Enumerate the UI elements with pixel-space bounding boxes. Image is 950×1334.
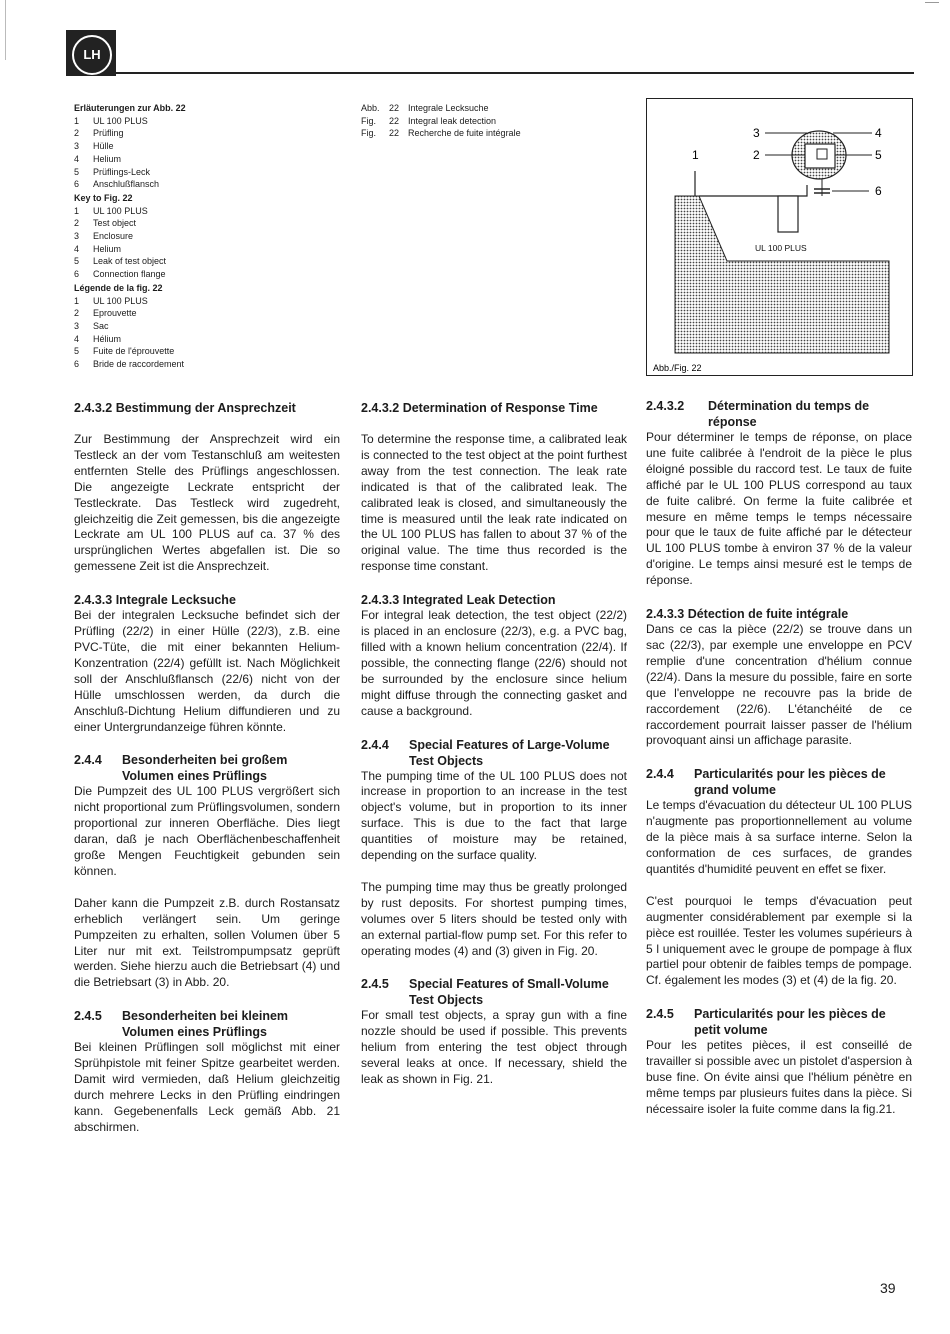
legend-item [74, 153, 344, 166]
section [361, 976, 627, 1088]
legend-item-text: Anschlußflansch [93, 179, 160, 190]
section-heading [74, 752, 340, 784]
caption-part: 22 [389, 128, 400, 138]
legend-group [74, 102, 344, 191]
legend-item [74, 217, 344, 230]
section-heading [361, 976, 627, 1008]
paragraph: To determine the response time, a calibrated leak is connected to the test object at the point furthest away from the test connection. The leak rate indicated is that of the calibrated leak. The calibrated leak is closed, and simultaneously the time is measured until the leak rate indicated on the UL 100 PLUS has fallen to about 37 % of the original value. The time thus recorded is the response time constant. [361, 432, 627, 574]
caption-part: Integrale Lecksuche [408, 103, 489, 113]
legend-item [74, 320, 344, 333]
legend-item [74, 333, 344, 346]
section [646, 1006, 912, 1118]
paragraph: Le temps d'évacuation du détecteur UL 100 PLUS n'augmente pas proportionnellement au volume de la pièce mais à sa surface interne. Selon la conformation de ces surfaces, de grandes quantités d'humidité peuvent en effet se fixer. [646, 798, 913, 876]
section-number: 2.4.5 [646, 1007, 674, 1022]
paragraph: Bei der integralen Lecksuche befindet sich der Prüfling (22/2) in einer Hülle (22/3), z.B. eine PVC-Tüte, die mit einer bekannten Helium-Konzentration (22/4) gefüllt ist. Nach Möglichkeit soll der Anschlußflansch (22/6) nicht von der Hülle umschlossen werden, da durch die Anschluß-Dichtung Helium diffundieren und zu einer Untergrundanzeige führen könnte. [74, 608, 340, 734]
legend-item-text: Enclosure [93, 231, 134, 242]
legend-item [74, 255, 344, 268]
caption-line [361, 102, 621, 115]
section-title: Special Features of Small-Volume Test Objects [409, 977, 609, 1008]
legend-heading: Key to Fig. 22 [74, 192, 133, 203]
legend-item-text: Eprouvette [93, 308, 137, 319]
legend-item-text: UL 100 PLUS [93, 115, 148, 126]
section-number: 2.4.3.2 [646, 399, 685, 413]
legend-item-text: Prüfling [93, 128, 124, 139]
section-heading [646, 1006, 912, 1038]
legend-heading: Légende de la fig. 22 [74, 282, 163, 293]
legend-item-text: Prüflings-Leck [93, 166, 151, 177]
section-title: Particularités pour les pièces de petit volume [694, 1007, 886, 1038]
caption-part: Abb. [361, 103, 380, 113]
section [74, 1008, 340, 1135]
section-title: Besonderheiten bei großem Volumen eines Prüflings [122, 753, 288, 784]
section-title: Particularités pour les pièces de grand volume [694, 767, 886, 798]
section-title: Détermination du temps de réponse [708, 399, 870, 429]
legend-item [74, 115, 344, 128]
fig-label-6: 6 [875, 184, 882, 198]
legend-item [74, 268, 344, 281]
section [74, 592, 340, 735]
scan-corner-mark [925, 2, 939, 3]
section-number: 2.4.4 [74, 753, 102, 768]
legend-item [74, 345, 344, 358]
legend-item-number: 1 [74, 115, 80, 126]
legend-item [74, 358, 344, 371]
legend-item-text: Test object [93, 218, 137, 229]
legend-item-text: Helium [93, 243, 122, 254]
legend-item-text: UL 100 PLUS [93, 295, 148, 306]
legend-item-text: Fuite de l'éprouvette [93, 346, 175, 357]
caption-part: 22 [389, 115, 400, 126]
device-label: UL 100 PLUS [755, 243, 807, 253]
legend-item-number: 4 [74, 153, 80, 164]
logo-mark: LH [72, 35, 112, 75]
legend-item-number: 6 [74, 359, 80, 370]
paragraph: Pour déterminer le temps de réponse, on place une fuite calibrée à l'endroit de la pièce le plus éloigné possible du raccord test. Le taux de fuite affiché par le UL 100 PLUS correspond au taux de fuite calibré. On ferme la fuite calibrée et mesure en même temps le temps nécessaire pour que le taux de fuite affiché par le détecteur UL 100 PLUS tombe à environ 37 % de la valeur d'origine. Le temps ainsi mesuré est le temps de réponse. [646, 430, 912, 588]
legend-item [74, 127, 344, 140]
legend-item-text: Helium [93, 153, 122, 164]
section [74, 752, 340, 991]
section-number: 2.4.4 [361, 737, 389, 752]
section-heading: 2.4.3.3 Integrated Leak Detection [361, 593, 556, 608]
section-heading: 2.4.3.3 Détection de fuite intégrale [646, 607, 849, 622]
legend-item [74, 230, 344, 243]
legend-item-number: 1 [74, 205, 80, 216]
paragraph: Zur Bestimmung der Ansprechzeit wird ein Testleck an der vom Testanschluß am weitesten entfernten Stelle des Prüflings angeschlossen. Die angezeigte Leckrate entspricht der Testleckrate. Das Testleck wird zugedreht, gleichzeitig die Zeit gemessen, bis die angezeigte Leckrate am UL 100 PLUS auf ca. 37 % des ursprünglichen Wertes abgefallen ist. Die so gemessene Zeit ist die Ansprechzeit. [74, 432, 340, 574]
legend-item-number: 5 [74, 166, 80, 177]
paragraph: The pumping time of the UL 100 PLUS does not increase in proportion to an increase in the test object's volume, but in proportion to its inner surface. This is due to the fact that large quantities of moisture may be retained, depending on the surface quality. [361, 768, 627, 863]
section-heading [646, 398, 912, 430]
section-heading: 2.4.3.2 Bestimmung der Ansprechzeit [74, 401, 296, 415]
section [646, 398, 912, 589]
figure-22 [646, 98, 913, 376]
paragraph: Die Pumpzeit des UL 100 PLUS vergrößert sich nicht proportional zum Prüflingsvolumen, sondern proportional zur inneren Oberfläche. Dies liegt daran, daß je nach Oberflächenbeschaffenheit große Mengen Feuchtigkeit gebunden sein können. [74, 784, 340, 878]
legend-item [74, 243, 344, 256]
legend-item [74, 166, 344, 179]
legend-item-text: Hülle [93, 141, 114, 152]
caption-part: Fig. [361, 128, 377, 138]
legend-item-number: 2 [74, 128, 80, 139]
paragraph: Dans ce cas la pièce (22/2) se trouve dans un sac (22/3), par exemple une enveloppe en PCV remplie d'une concentration d'hélium connue (22/4). Dans la mesure du possible, faire en sorte que l'enveloppe ne recouvre pas la bride de raccordement (22/6). L'étanchéité de ce raccordement pourrait laisser passer de l'hélium provoquant ainsi un affichage parasite. [646, 622, 912, 748]
section-heading [74, 1008, 340, 1040]
legend-item-number: 5 [74, 256, 80, 267]
test-object-shape [805, 144, 835, 168]
legend-item [74, 140, 344, 153]
company-logo [66, 30, 116, 76]
paragraph: For integral leak detection, the test object (22/2) is placed in an enclosure (22/3), e.g. a PVC bag, filled with a known helium concentration (22/4). If possible, the connecting flange (22/6) should not be surrounded by the enclosure since helium might diffuse through the connecting gasket and cause a background. [361, 608, 627, 718]
legend-item-number: 6 [74, 269, 80, 280]
legend-item [74, 178, 344, 191]
section-heading: 2.4.3.3 Integrale Lecksuche [74, 593, 236, 608]
section-heading [361, 737, 627, 769]
legend-item-number: 3 [74, 320, 80, 331]
fig-label-2: 2 [753, 148, 760, 162]
legend-item-number: 2 [74, 218, 80, 229]
legend-item-text: Connection flange [93, 269, 166, 280]
caption-part: Fig. [361, 115, 377, 126]
legend-item-number: 2 [74, 308, 80, 319]
scan-edge-line [5, 0, 6, 60]
section-heading [646, 766, 912, 798]
fig-label-1: 1 [692, 148, 699, 162]
section-number: 2.4.5 [361, 977, 389, 992]
legend-item-text: Bride de raccordement [93, 359, 185, 370]
legend-item-number: 5 [74, 346, 80, 357]
legend-group [74, 192, 344, 281]
legend-item-text: Sac [93, 320, 109, 331]
caption-part: 22 [389, 103, 400, 113]
legend-item-number: 4 [74, 333, 80, 344]
section-heading: 2.4.3.2 Determination of Response Time [361, 401, 598, 415]
section [646, 766, 912, 989]
caption-line [361, 127, 621, 140]
paragraph: Bei kleinen Prüflingen soll möglichst mit einer Sprühpistole mit feiner Spitze gearbeitet werden. Damit wird vermieden, daß Helium gleichzeitig durch mehrere Lecks in den Prüfling eindringen kann. Gegebenenfalls Leck gemäß Abb. 21 abschirmen. [74, 1040, 340, 1134]
fig-label-4: 4 [875, 126, 882, 140]
legend-item [74, 205, 344, 218]
legend-item-number: 4 [74, 243, 80, 254]
column-english [361, 400, 627, 1105]
section-number: 2.4.5 [74, 1009, 102, 1024]
legend-heading: Erläuterungen zur Abb. 22 [74, 103, 186, 113]
paragraph: Daher kann die Pumpzeit z.B. durch Rostansatz erheblich verlängert sein. Um geringe Pumpzeiten zu erhalten, sollen Volumen über 5 Liter nur mit ext. Teilstrompumpsatz geprüft werden. Siehe hierzu auch die Betriebsart (4) und die Betriebsart (3) in Abb. 20. [74, 895, 340, 990]
paragraph: Pour les petites pièces, il est conseillé de travailler si possible avec un pistolet d'aspersion à buse fine. On évite ainsi que l'hélium pénètre en même temps par plusieurs fuites dans la pièce. Si nécessaire isoler la fuite comme dans la fig.21. [646, 1038, 912, 1116]
section [361, 400, 627, 575]
legend-item-number: 3 [74, 231, 80, 242]
page-number: 39 [880, 1280, 896, 1296]
column-german [74, 400, 340, 1153]
fig-label-3: 3 [753, 126, 760, 140]
legend-item-text: UL 100 PLUS [93, 205, 148, 216]
paragraph: The pumping time may thus be greatly prolonged by rust deposits. For shortest pumping times, volumes over 5 liters should be tested only with an external partial-flow pump set. For this refer to operating modes (4) and (3) given in Fig. 20. [361, 879, 627, 958]
column-french [646, 398, 912, 1135]
section [361, 737, 627, 960]
figure-legend [74, 102, 344, 372]
section [361, 592, 627, 719]
section [74, 400, 340, 575]
caption-part: Integral leak detection [408, 115, 497, 126]
legend-item [74, 295, 344, 308]
figure-caption-label: Abb./Fig. 22 [653, 363, 702, 373]
paragraph: C'est pourquoi le temps d'évacuation peut augmenter considérablement par exemple si la pièce est rouillée. Tester les volumes supérieurs à 5 l uniquement avec le groupe de pompage à flux partiel pour obtenir de faibles temps de pompage. Cf. également les modes (3) et (4) de la fig. 20. [646, 893, 912, 988]
legend-item-number: 6 [74, 179, 80, 190]
caption-part: Recherche de fuite intégrale [408, 128, 521, 138]
section-title: Special Features of Large-Volume Test Objects [409, 737, 610, 768]
section [646, 606, 912, 749]
fig-label-5: 5 [875, 148, 882, 162]
section-number: 2.4.4 [646, 767, 674, 782]
section-title: Besonderheiten bei kleinem Volumen eines Prüflings [122, 1009, 289, 1040]
legend-item-text: Leak of test object [93, 256, 167, 267]
paragraph: For small test objects, a spray gun with a fine nozzle should be used if possible. This prevents helium from entering the test object through several leaks at once. If necessary, shield the leak as shown in Fig. 21. [361, 1008, 627, 1087]
legend-item-number: 3 [74, 141, 80, 152]
header-rule [116, 72, 914, 74]
legend-item [74, 307, 344, 320]
legend-item-number: 1 [74, 295, 80, 306]
figure-caption [361, 102, 621, 140]
legend-item-text: Hélium [93, 333, 122, 344]
caption-line [361, 115, 621, 128]
legend-group [74, 282, 344, 371]
leak-detection-diagram [647, 99, 912, 375]
